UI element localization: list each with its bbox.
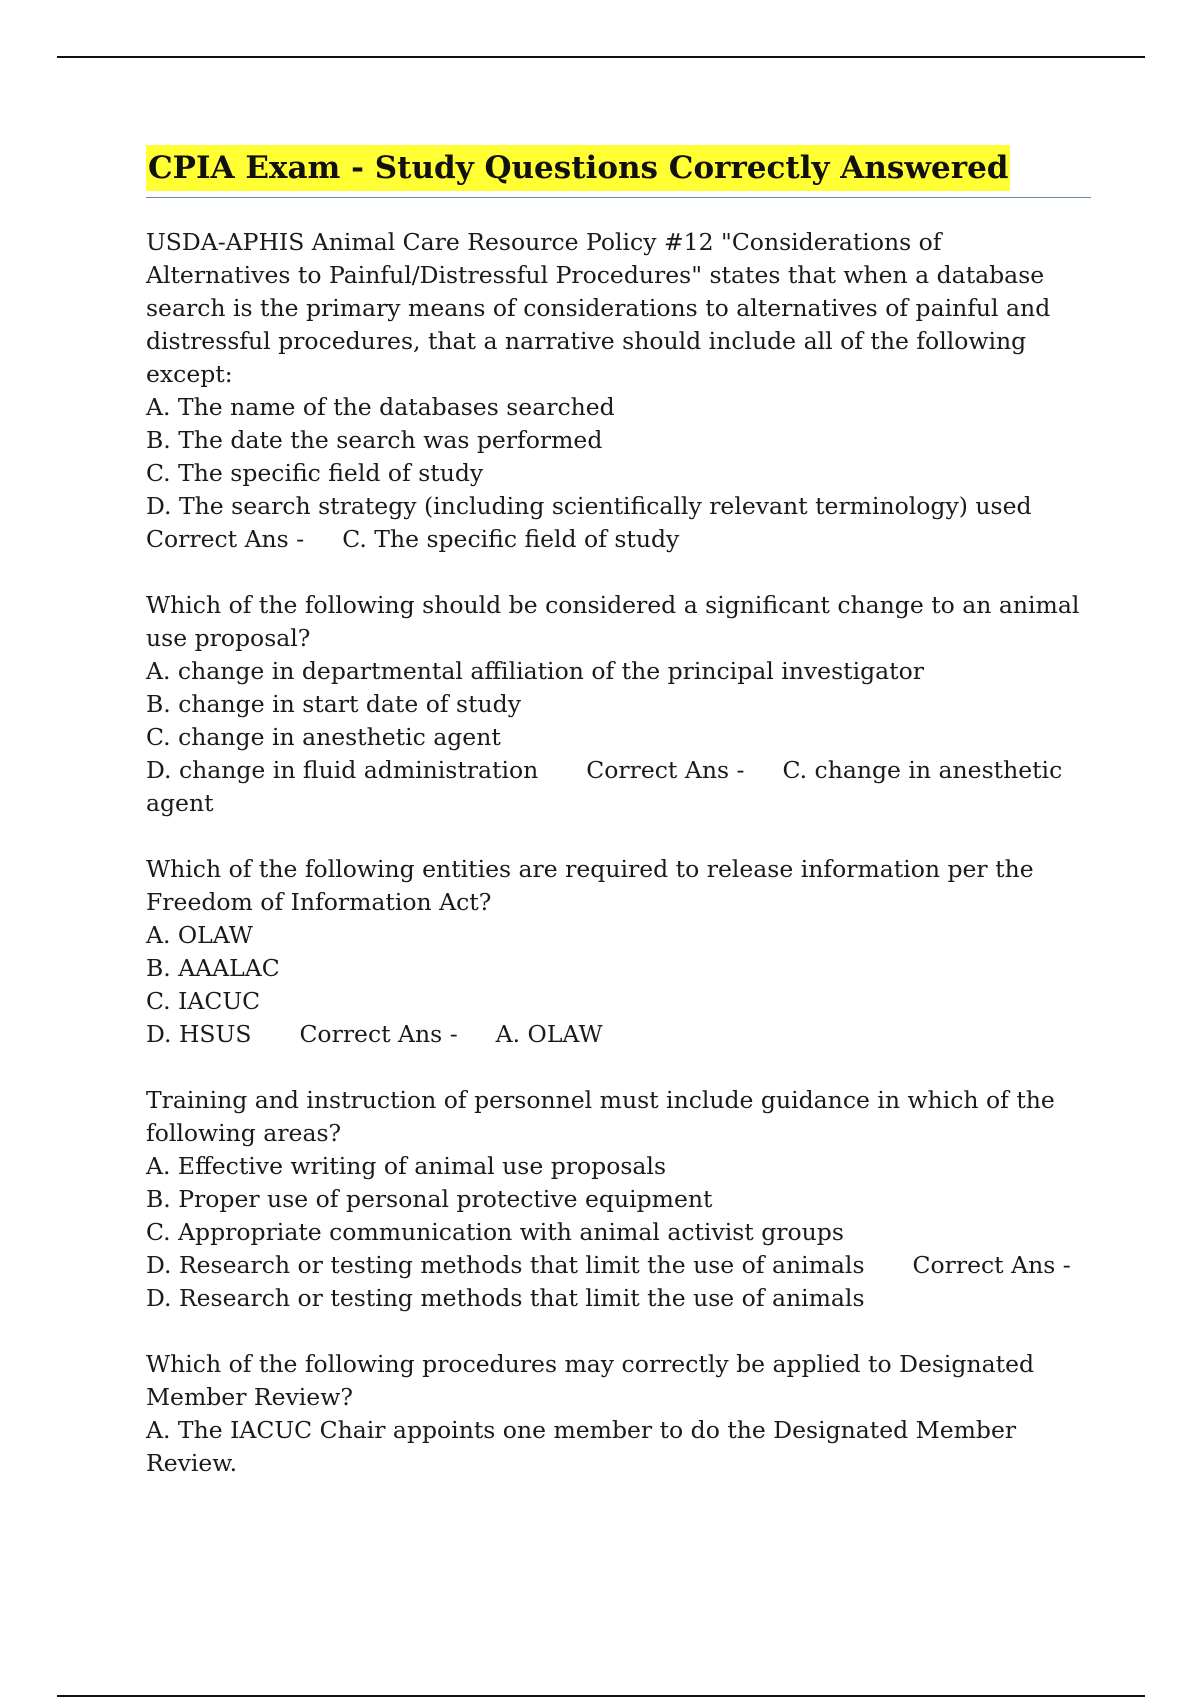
option: A. The IACUC Chair appoints one member to do the Designated Member Review. bbox=[146, 1416, 1017, 1477]
option-with-answer bbox=[146, 754, 1091, 820]
option: B. AAALAC bbox=[146, 954, 280, 982]
option-with-answer bbox=[146, 1249, 1091, 1282]
option: B. change in start date of study bbox=[146, 690, 522, 718]
correct-answer: A. OLAW bbox=[495, 1020, 603, 1048]
answer-label: Correct Ans bbox=[912, 1251, 1056, 1279]
option: A. The name of the databases searched bbox=[146, 393, 615, 421]
correct-answer: C. The specific field of study bbox=[342, 525, 680, 553]
question-stem: Which of the following procedures may correctly be applied to Designated Member Review? bbox=[146, 1350, 1035, 1411]
option: A. change in departmental affiliation of the principal investigator bbox=[146, 657, 924, 685]
question-3 bbox=[146, 853, 1091, 1051]
option: C. IACUC bbox=[146, 987, 261, 1015]
correct-answer: C. change in anesthetic agent bbox=[146, 756, 1063, 817]
bottom-rule bbox=[57, 1695, 1145, 1697]
question-2 bbox=[146, 589, 1091, 820]
question-stem: Which of the following should be considered a significant change to an animal use proposal? bbox=[146, 591, 1080, 652]
option: A. OLAW bbox=[146, 921, 253, 949]
answer-label: Correct Ans bbox=[586, 756, 730, 784]
correct-answer: D. Research or testing methods that limit the use of animals bbox=[146, 1284, 865, 1312]
document-body bbox=[146, 145, 1091, 1513]
title-block bbox=[146, 145, 1091, 198]
option: C. The specific field of study bbox=[146, 459, 484, 487]
answer-dash: - bbox=[736, 756, 745, 784]
top-rule bbox=[57, 56, 1145, 58]
answer-dash: - bbox=[449, 1020, 458, 1048]
question-stem: USDA-APHIS Animal Care Resource Policy #12 "Considerations of Alternatives to Painful/Distressful Procedures" states that when a database search is the primary means of considerations to alternatives of painful and distressful procedures, that a narrative should include all of the following except: bbox=[146, 228, 1051, 388]
option: D. change in fluid administration bbox=[146, 756, 539, 784]
option: D. The search strategy (including scientifically relevant terminology) used bbox=[146, 492, 1032, 520]
option: B. The date the search was performed bbox=[146, 426, 603, 454]
option: C. Appropriate communication with animal activist groups bbox=[146, 1218, 844, 1246]
option: A. Effective writing of animal use proposals bbox=[146, 1152, 667, 1180]
question-stem: Which of the following entities are required to release information per the Freedom of Information Act? bbox=[146, 855, 1034, 916]
option-with-answer bbox=[146, 1018, 1091, 1051]
option: D. Research or testing methods that limit the use of animals bbox=[146, 1251, 865, 1279]
answer-line bbox=[146, 523, 1091, 556]
question-4 bbox=[146, 1084, 1091, 1315]
answer-label: Correct Ans bbox=[146, 525, 289, 553]
page-title: CPIA Exam - Study Questions Correctly Answered bbox=[146, 145, 1010, 191]
question-5 bbox=[146, 1348, 1091, 1480]
answer-dash: - bbox=[296, 525, 305, 553]
question-1 bbox=[146, 226, 1091, 556]
option: D. HSUS bbox=[146, 1020, 252, 1048]
option: C. change in anesthetic agent bbox=[146, 723, 501, 751]
question-stem: Training and instruction of personnel must include guidance in which of the following areas? bbox=[146, 1086, 1055, 1147]
answer-dash: - bbox=[1062, 1251, 1071, 1279]
answer-label: Correct Ans bbox=[299, 1020, 443, 1048]
option: B. Proper use of personal protective equipment bbox=[146, 1185, 713, 1213]
